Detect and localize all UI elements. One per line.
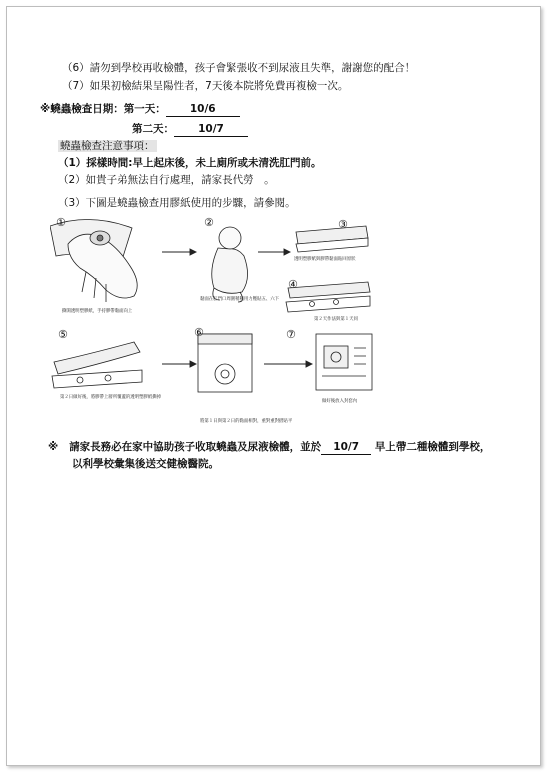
exam-dates-row-2 xyxy=(132,123,248,137)
step-number: ④ xyxy=(288,278,298,291)
precautions-heading: 蟯蟲檢查注意事項： xyxy=(60,140,155,152)
caption-step-2: 黏面在肛門口周圍稍稍用力壓貼五、六下 xyxy=(200,297,280,302)
exam-dates-row-1 xyxy=(40,103,240,117)
tape-test-steps-figure xyxy=(50,214,385,426)
day2-value: 10/7 xyxy=(174,123,248,137)
reference-mark: ※ xyxy=(48,441,59,453)
step-number: ⑥ xyxy=(194,326,204,339)
step-number: ⑦ xyxy=(286,328,296,341)
precaution-item-2: （2）如貴子弟無法自行處理，請家長代勞 。 xyxy=(58,174,275,186)
step-number: ① xyxy=(56,216,66,229)
exam-dates-label: ※蟯蟲檢查日期： xyxy=(40,103,124,115)
day1-value: 10/6 xyxy=(166,103,240,117)
note-item-6: （6）請勿到學校再收檢體，孩子會緊張收不到尿液且失準，謝謝您的配合！ xyxy=(62,62,416,74)
footer-date: 10/7 xyxy=(321,441,371,455)
note-item-7: （7）如果初檢結果呈陽性者，7天後本院將免費再複檢一次。 xyxy=(62,80,349,92)
caption-step-7: 做好後放入封套內 xyxy=(322,399,358,404)
day1-label: 第一天： xyxy=(123,103,166,115)
caption-step-6: 將第１日與第２日的黏面相對，重對重對摺貼平 xyxy=(200,419,293,424)
caption-step-5: 第２日做好後，將膠帶上層所覆蓋的透明塑膠紙撕掉 xyxy=(60,395,161,400)
footer-text-after: 早上帶二種檢體到學校， xyxy=(374,441,491,453)
footer-line-2: 以利學校彙集後送交健檢醫院。 xyxy=(72,458,219,470)
footer-line-1 xyxy=(48,441,490,455)
caption-step-3: 透明塑膠紙與膠帶黏面貼回原狀 xyxy=(294,257,356,262)
caption-step-4: 第２天作法與第１天同 xyxy=(314,317,358,322)
precaution-item-1: （1）採樣時間:早上起床後，未上廁所或未清洗肛門前。 xyxy=(58,157,322,169)
step-number: ② xyxy=(204,216,214,229)
day2-label: 第二天： xyxy=(132,123,174,135)
caption-step-1: 撕開透明塑膠紙，手持膠帶黏面向上 xyxy=(62,309,133,314)
step-number: ⑤ xyxy=(58,328,68,341)
step-number: ③ xyxy=(338,218,348,231)
precaution-item-3: （3）下圖是蟯蟲檢查用膠紙使用的步驟，請參閱。 xyxy=(58,197,296,209)
footer-text-before: 請家長務必在家中協助孩子收取蟯蟲及尿液檢體，並於 xyxy=(69,441,322,453)
